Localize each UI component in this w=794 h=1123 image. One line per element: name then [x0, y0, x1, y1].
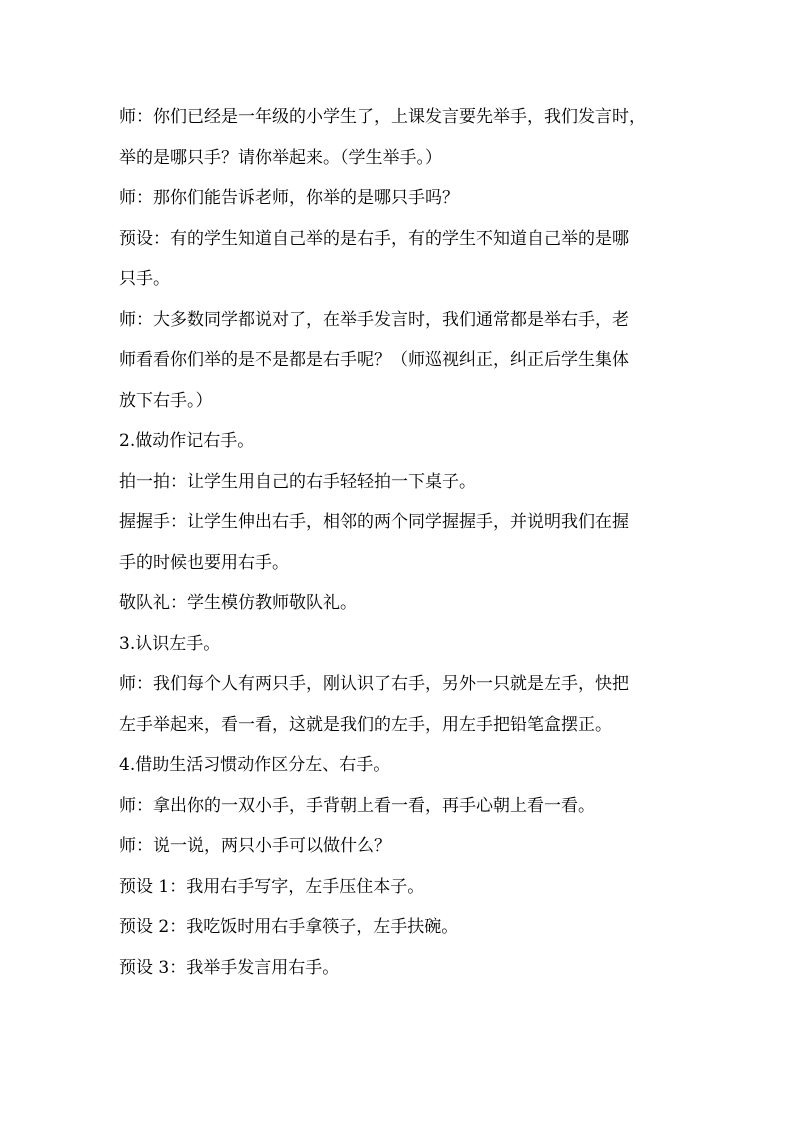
text-line-2: 举的是哪只手？请你举起来。（学生举手。）	[119, 147, 442, 168]
text-line-22: 预设 3：我举手发言用右手。	[119, 957, 340, 978]
text-line-4: 预设：有的学生知道自己举的是右手，有的学生不知道自己举的是哪	[119, 228, 629, 249]
text-line-15: 师：我们每个人有两只手，刚认识了右手，另外一只就是左手，快把	[119, 674, 629, 694]
text-line-8: 放下右手。）	[119, 390, 213, 411]
text-line-13: 敬队礼：学生模仿教师敬队礼。	[119, 593, 357, 613]
document-body	[119, 97, 679, 988]
text-line-7: 师看看你们举的是不是都是右手呢？（师巡视纠正，纠正后学生集体	[119, 350, 629, 370]
text-line-16: 左手举起来，看一看，这就是我们的左手，用左手把铅笔盒摆正。	[119, 714, 612, 735]
text-line-6: 师：大多数同学都说对了，在举手发言时，我们通常都是举右手，老	[119, 309, 629, 330]
text-line-21: 预设 2：我吃饭时用右手拿筷子，左手扶碗。	[119, 917, 459, 937]
text-line-19: 师：说一说，两只小手可以做什么？	[119, 836, 391, 856]
text-line-11: 握握手：让学生伸出右手，相邻的两个同学握握手，并说明我们在握	[119, 512, 629, 532]
text-line-20: 预设 1：我用右手写字，左手压住本子。	[119, 876, 425, 897]
section-heading-3: 3.认识左手。	[119, 633, 221, 654]
section-heading-2: 2.做动作记右手。	[119, 431, 255, 451]
text-line-3: 师：那你们能告诉老师，你举的是哪只手吗？	[119, 188, 459, 208]
section-heading-4: 4.借助生活习惯动作区分左、右手。	[119, 755, 391, 775]
text-line-12: 手的时候也要用右手。	[119, 552, 289, 573]
text-line-1: 师：你们已经是一年级的小学生了，上课发言要先举手，我们发言时，	[119, 107, 646, 127]
text-line-5: 只手。	[119, 269, 170, 289]
text-line-10: 拍一拍：让学生用自己的右手轻轻拍一下桌子。	[119, 471, 476, 492]
text-line-18: 师：拿出你的一双小手，手背朝上看一看，再手心朝上看一看。	[119, 795, 595, 816]
